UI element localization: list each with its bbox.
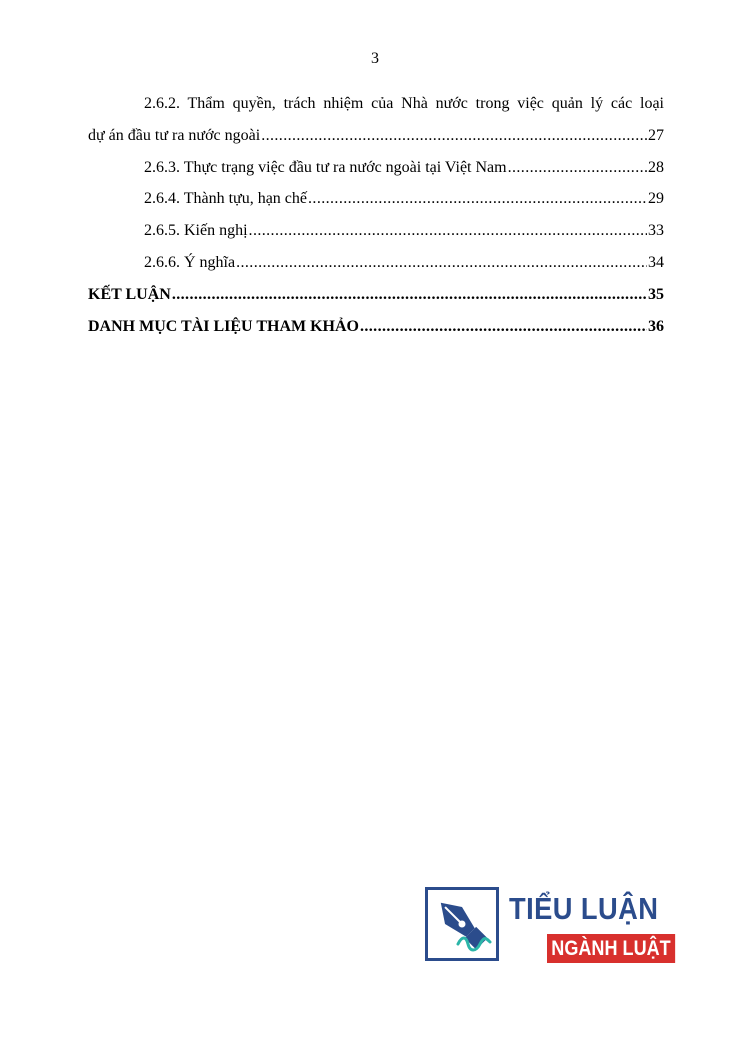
toc-leader-dots [360, 311, 647, 343]
toc-leader-dots [172, 279, 647, 311]
toc-entry-label: 2.6.3. Thực trạng việc đầu tư ra nước ngoài tại Việt Nam [144, 158, 507, 176]
toc-page-number: 34 [648, 253, 664, 271]
toc-page-number: 36 [648, 317, 664, 335]
toc-leader-dots [236, 247, 647, 279]
toc-leader-dots [261, 120, 647, 152]
logo-emblem [425, 887, 499, 961]
toc-page-number: 33 [648, 222, 664, 240]
toc-entry-2-6-6[interactable] [88, 247, 664, 279]
toc-entry-label: 2.6.6. Ý nghĩa [144, 253, 236, 271]
toc-entry-tai-lieu-tham-khao[interactable] [88, 311, 664, 343]
toc-page-number: 27 [648, 126, 664, 144]
toc-entry-label: dự án đầu tư ra nước ngoài [88, 126, 261, 144]
toc-entry-2-6-3[interactable] [88, 152, 664, 184]
toc-entry-2-6-5[interactable] [88, 215, 664, 247]
toc-leader-dots [249, 215, 647, 247]
logo-title: TIỂU LUẬN [509, 891, 659, 926]
toc-leader-dots [508, 152, 647, 184]
toc-page-number: 29 [648, 190, 664, 208]
toc-leader-dots [308, 183, 647, 215]
toc-entry-label: 2.6.5. Kiến nghị [144, 222, 248, 240]
toc-page-number: 35 [648, 285, 664, 303]
toc-entry-2-6-2[interactable] [88, 120, 664, 152]
toc-entry-ket-luan[interactable] [88, 279, 664, 311]
toc-entry-label: KẾT LUẬN [88, 285, 171, 303]
toc-entry-2-6-2-line1: 2.6.2. Thẩm quyền, trách nhiệm của Nhà nước trong việc quản lý các loại [144, 95, 664, 112]
table-of-contents [88, 88, 664, 342]
toc-page-number: 28 [648, 158, 664, 176]
toc-entry-label: 2.6.4. Thành tựu, hạn chế [144, 190, 308, 208]
page-number: 3 [371, 50, 379, 67]
fountain-pen-icon [428, 890, 496, 958]
tieu-luan-logo [425, 887, 671, 965]
toc-entry-2-6-4[interactable] [88, 183, 664, 215]
toc-entry-label: DANH MỤC TÀI LIỆU THAM KHẢO [88, 317, 359, 335]
logo-subtitle: NGÀNH LUẬT [547, 934, 675, 963]
